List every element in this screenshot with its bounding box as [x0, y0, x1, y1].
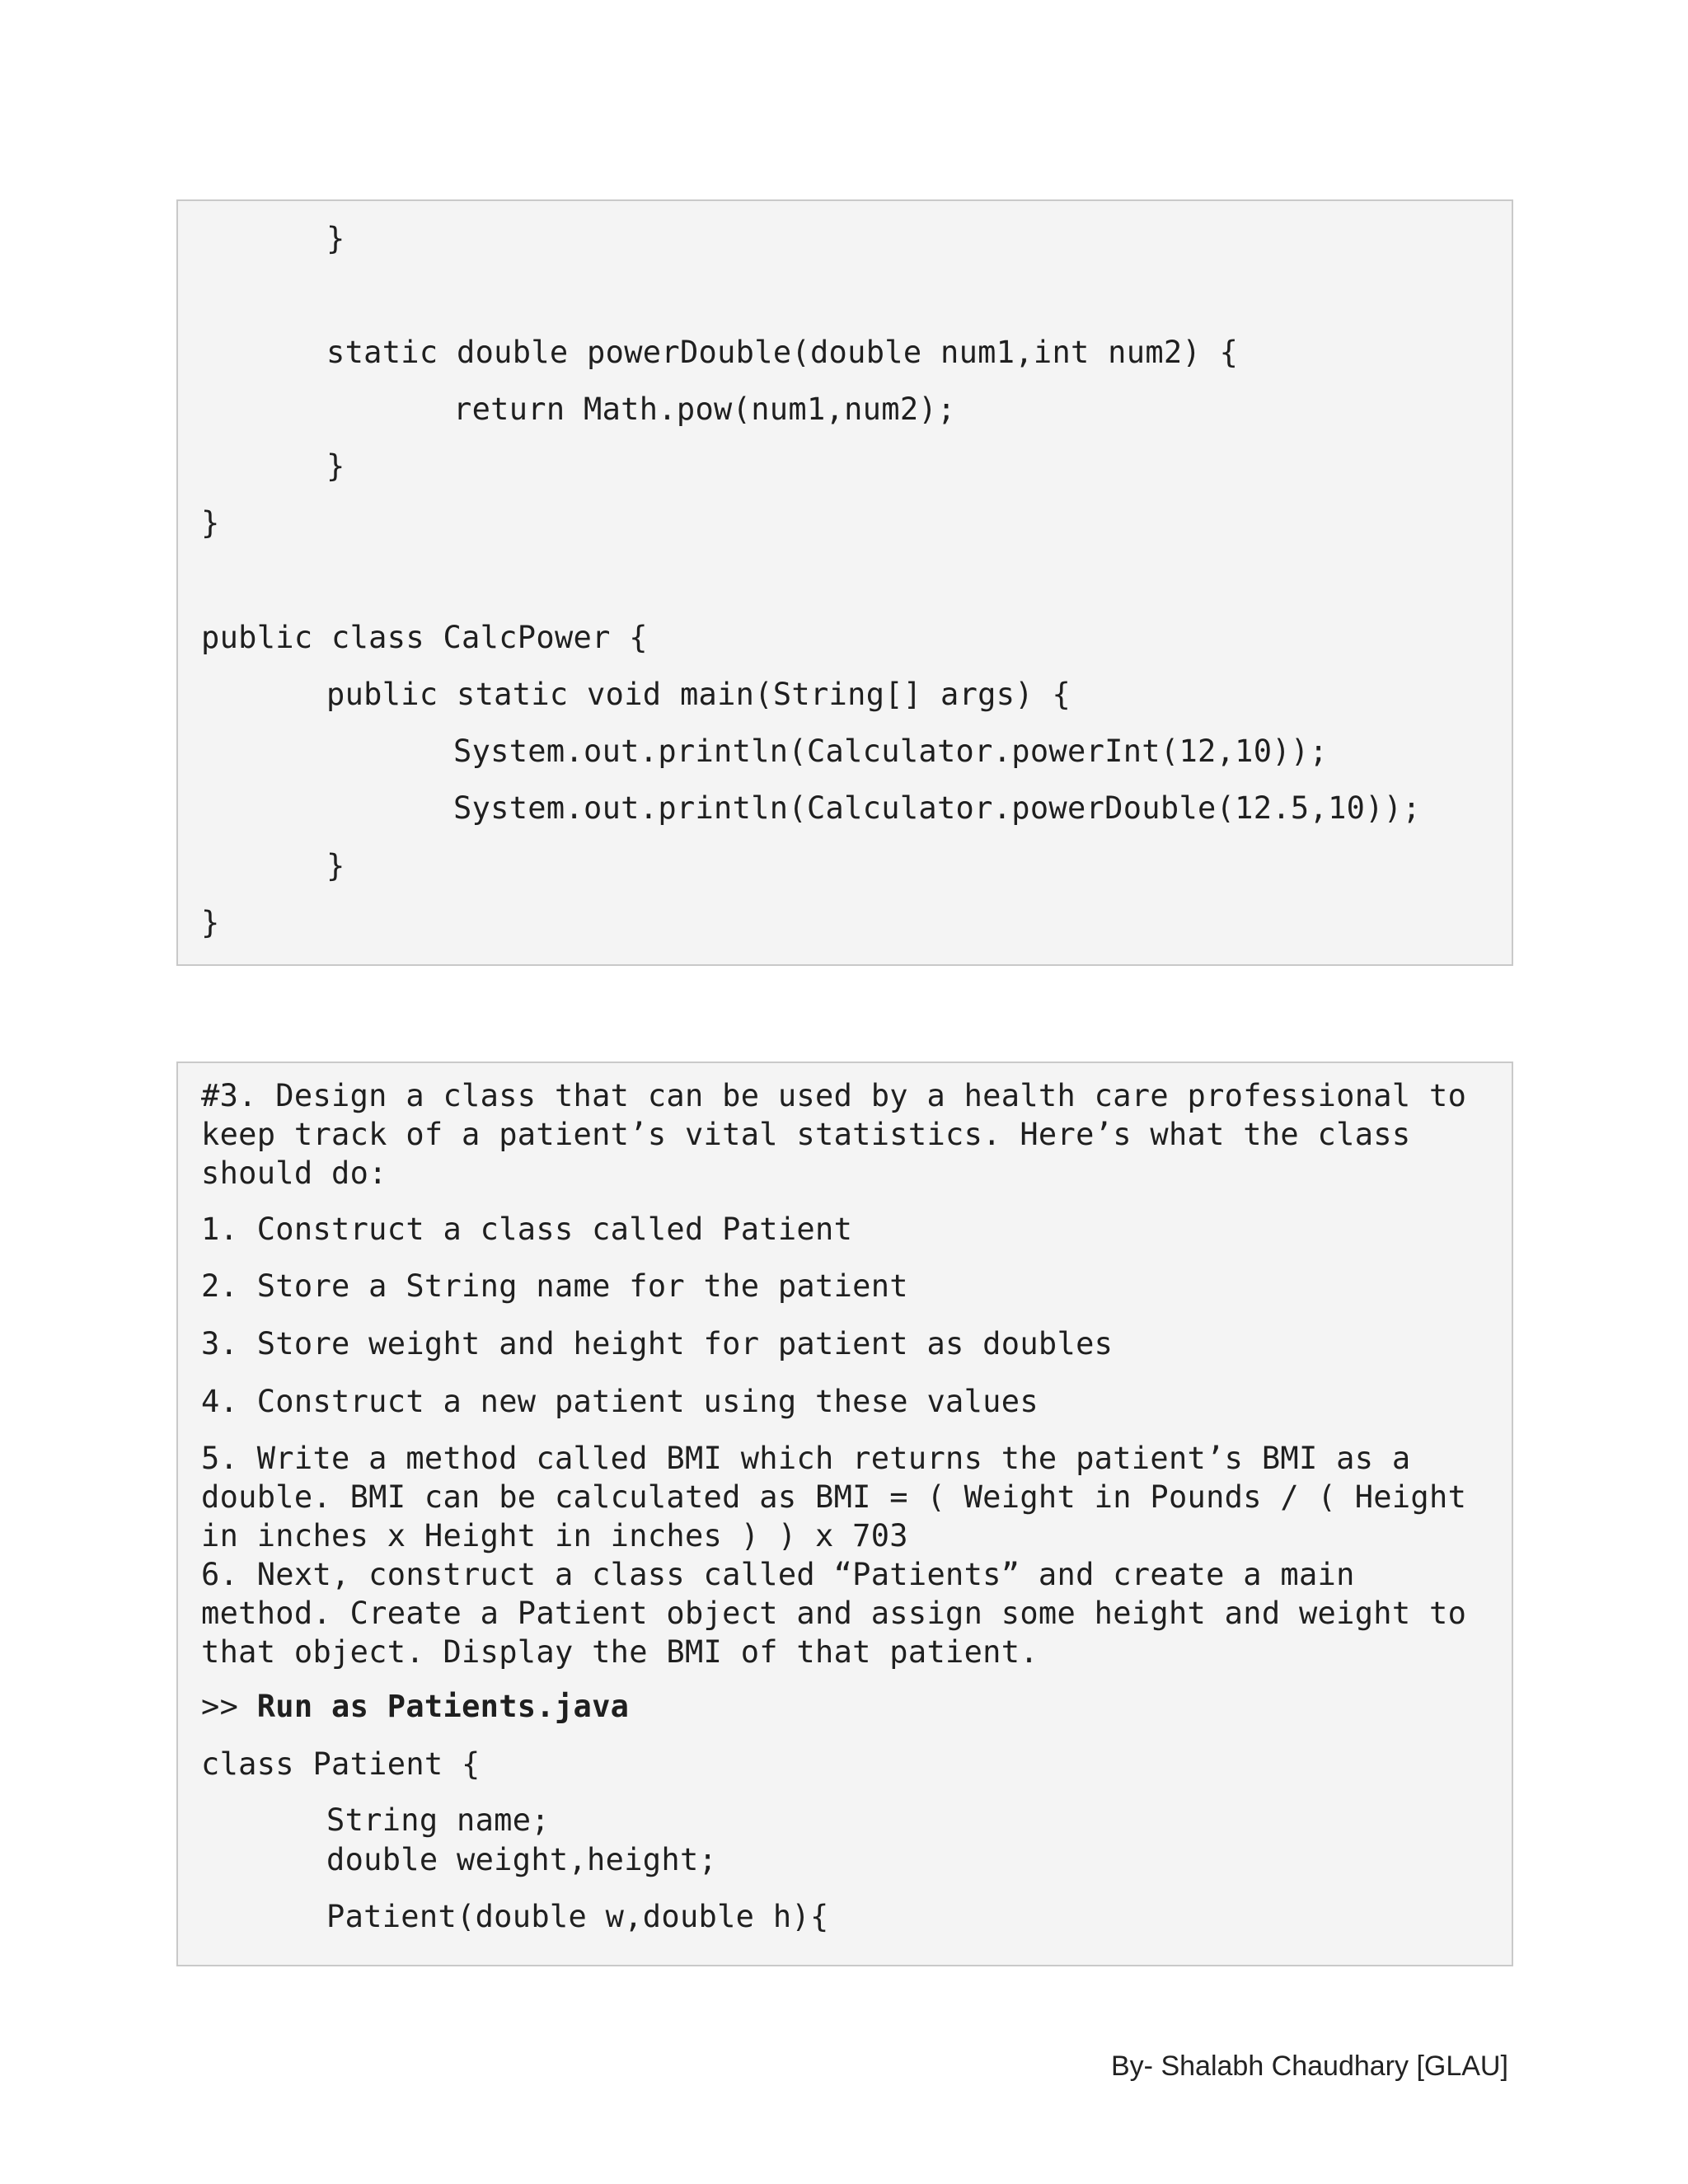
run-prefix: >>: [201, 1689, 257, 1724]
code-line: System.out.println(Calculator.powerInt(12,10));: [453, 733, 1329, 769]
run-instruction: [201, 1687, 629, 1726]
code-line: System.out.println(Calculator.powerDouble(12.5,10));: [453, 790, 1421, 826]
code-line: class Patient {: [201, 1746, 481, 1782]
code-line: }: [326, 848, 345, 883]
list-item: 1. Construct a class called Patient: [201, 1212, 853, 1247]
list-item: 4. Construct a new patient using these values: [201, 1384, 1039, 1419]
code-line: public class CalcPower {: [201, 620, 648, 655]
author-footer: By- Shalabh Chaudhary [GLAU]: [1111, 2050, 1508, 2082]
problem-intro: #3. Design a class that can be used by a health care professional to keep track of a patient’s vital statistics. Here’s what the class should do:: [201, 1078, 1467, 1191]
list-item: 6. Next, construct a class called “Patients” and create a main method. Create a Patient object and assign some height and weight to that object. Display the BMI of that patient.: [201, 1557, 1467, 1670]
code-line: }: [201, 905, 220, 940]
run-label: Run as Patients.java: [256, 1689, 630, 1724]
list-item: 5. Write a method called BMI which returns the patient’s BMI as a double. BMI can be calculated as BMI = ( Weight in Pounds / ( Height in inches x Height in inches ) ) x 703: [201, 1441, 1467, 1554]
code-line: }: [201, 505, 220, 541]
code-line: static double powerDouble(double num1,int num2) {: [326, 335, 1239, 370]
list-item: 3. Store weight and height for patient as doubles: [201, 1326, 1114, 1361]
code-line: }: [326, 448, 345, 484]
code-line: String name;: [326, 1802, 550, 1838]
code-line: Patient(double w,double h){: [326, 1899, 829, 1934]
problem-statement-block: [176, 1062, 1513, 1966]
code-line: return Math.pow(num1,num2);: [453, 391, 956, 427]
code-line: double weight,height;: [326, 1842, 718, 1877]
code-line: }: [326, 221, 345, 256]
code-line: public static void main(String[] args) {: [326, 677, 1071, 712]
code-block-calculator: [176, 199, 1513, 966]
list-item: 2. Store a String name for the patient: [201, 1268, 908, 1304]
